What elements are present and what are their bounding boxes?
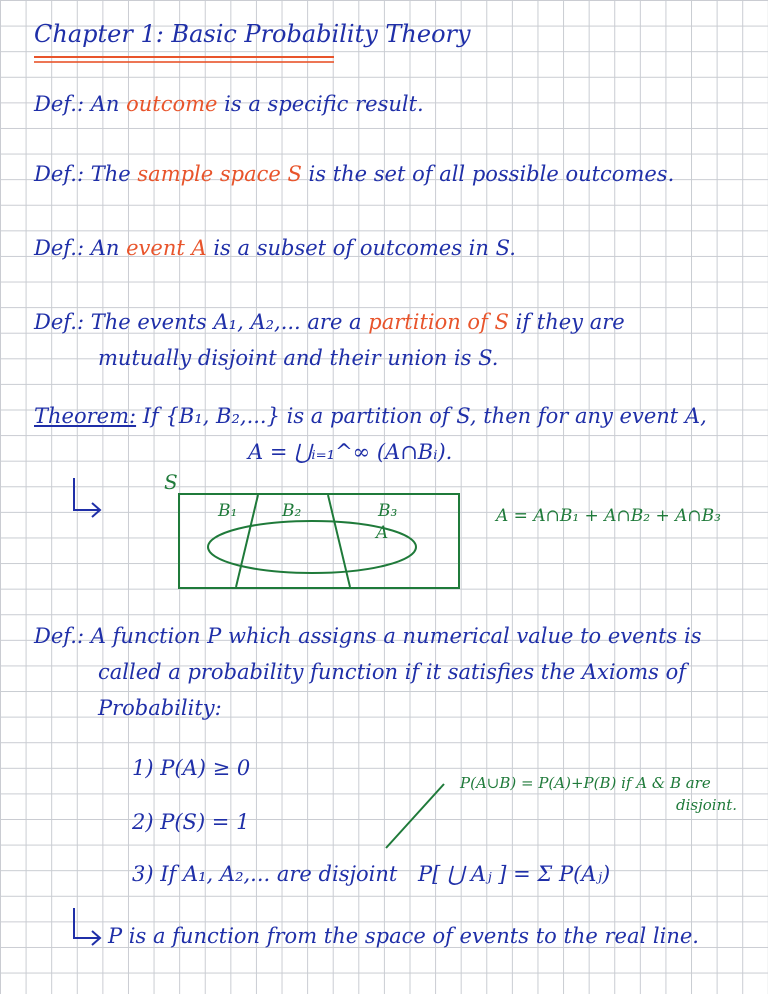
venn-s-label: S (164, 470, 178, 494)
theorem-text: If {B₁, B₂,...} is a partition of S, then for any event A, (142, 404, 707, 428)
page-title: Chapter 1: Basic Probability Theory (34, 20, 471, 48)
term-partition: partition of S (368, 310, 509, 334)
term-outcome: outcome (126, 92, 218, 116)
term-event: event A (126, 236, 207, 260)
def-text-post: is the set of all possible outcomes. (308, 162, 675, 186)
def-label: Def.: (34, 92, 85, 116)
theorem-formula: A = ⋃ᵢ₌₁^∞ (A∩Bᵢ). (248, 440, 453, 464)
venn-b1-label: B₁ (218, 501, 238, 521)
venn-a-label: A (376, 523, 389, 543)
venn-decomposition: A = A∩B₁ + A∩B₂ + A∩B₃ (496, 506, 721, 526)
axiom-1: 1) P(A) ≥ 0 (132, 756, 251, 780)
def-text-pre: An (90, 236, 120, 260)
theorem-label: Theorem: (34, 404, 137, 428)
axiom-note-formula: P(A∪B) = P(A)+P(B) if A & B are (460, 774, 711, 792)
venn-b3-label: B₃ (378, 501, 398, 521)
axiom-3-formula: P[ ⋃ Aⱼ ] = Σ P(Aⱼ) (418, 862, 611, 886)
conclusion-text: P is a function from the space of events to the real line. (108, 924, 699, 948)
axiom-2: 2) P(S) = 1 (132, 810, 250, 834)
def-label: Def.: (34, 236, 85, 260)
prob-def-line3: Probability: (98, 696, 222, 720)
def-label: Def.: (34, 162, 85, 186)
axiom-3: 3) If A₁, A₂,... are disjoint (132, 862, 398, 886)
def-label: Def.: (34, 624, 85, 648)
prob-def-line2: called a probability function if it satisfies the Axioms of (98, 660, 687, 684)
axiom-note-tail: disjoint. (676, 796, 738, 814)
venn-b2-label: B₂ (282, 501, 302, 521)
term-sample-space: sample space S (137, 162, 302, 186)
def-text-post: is a specific result. (224, 92, 424, 116)
def-text-post: if they are (515, 310, 625, 334)
def-text-pre: An (90, 92, 120, 116)
definition-partition-line2: mutually disjoint and their union is S. (98, 346, 499, 370)
prob-def-line1: A function P which assigns a numerical value to events is (90, 624, 702, 648)
def-text-pre: The events A₁, A₂,... are a (90, 310, 362, 334)
def-label: Def.: (34, 310, 85, 334)
def-text-pre: The (90, 162, 131, 186)
def-text-post: is a subset of outcomes in S. (213, 236, 516, 260)
